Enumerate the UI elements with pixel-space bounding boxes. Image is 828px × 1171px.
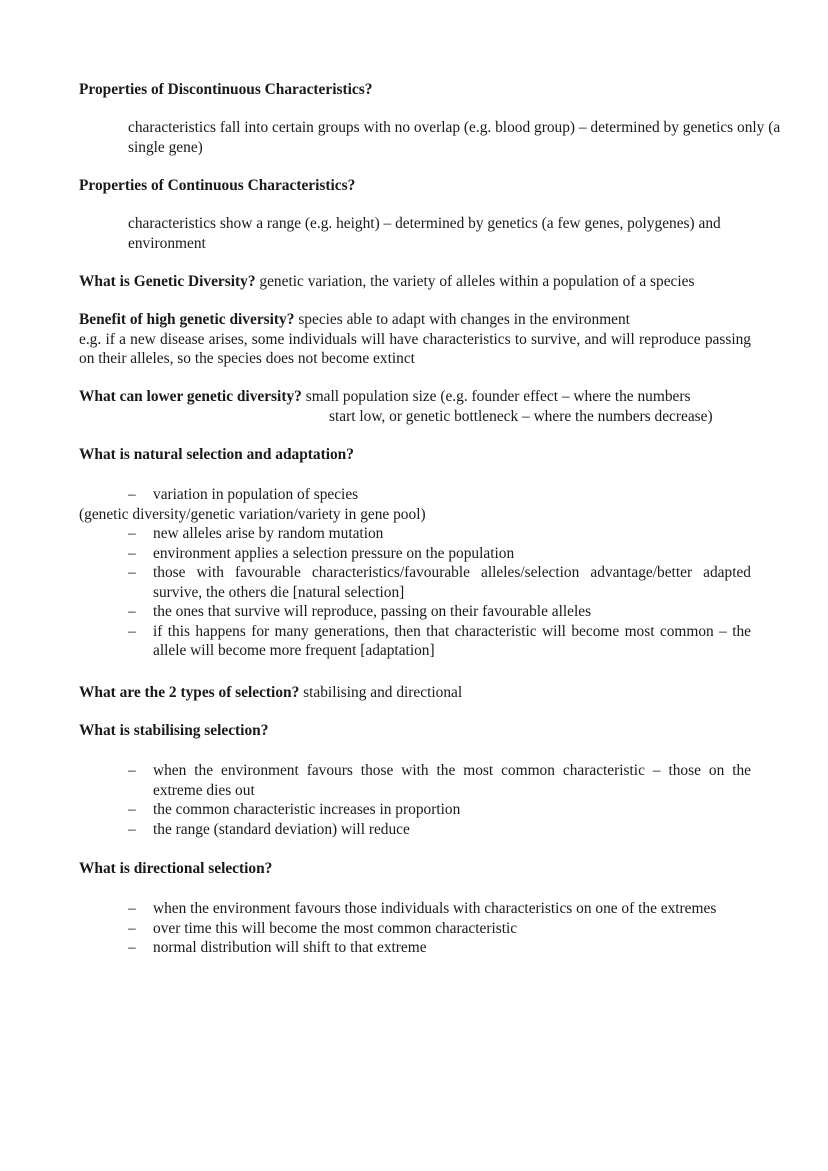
qa-genetic-diversity	[79, 272, 751, 292]
dash-bullet: –	[128, 919, 136, 937]
list-item: – when the environment favours those with the most common characteristic – those on the extreme dies out	[128, 762, 751, 799]
dash-bullet: –	[128, 525, 136, 542]
heading-discontinuous: Properties of Discontinuous Characteristics?	[79, 81, 373, 98]
heading-benefit: Benefit of high genetic diversity?	[79, 311, 295, 328]
heading-directional: What is directional selection?	[79, 860, 273, 877]
heading-stabilising: What is stabilising selection?	[79, 722, 269, 739]
list-item: – if this happens for many generations, then that characteristic will become most common – the allele will become more frequent [adaptation]	[128, 622, 751, 659]
dash-bullet: –	[128, 820, 136, 838]
list-item: – normal distribution will shift to that extreme	[128, 939, 427, 956]
dash-bullet: –	[128, 544, 136, 562]
answer-lower-line2: start low, or genetic bottleneck – where the numbers decrease)	[329, 407, 713, 425]
list-item: – the ones that survive will reproduce, passing on their favourable alleles	[128, 603, 592, 620]
dash-bullet: –	[128, 939, 136, 956]
qa-types-of-selection	[79, 683, 751, 703]
answer-benefit-line1: species able to adapt with changes in the environment	[298, 311, 630, 328]
dash-bullet: –	[128, 486, 136, 503]
list-item: – variation in population of species	[128, 486, 359, 503]
answer-genetic-diversity: genetic variation, the variety of alleles within a population of a species	[259, 273, 695, 290]
dash-bullet: –	[128, 762, 136, 779]
stabilising-list	[79, 761, 751, 839]
list-item: – those with favourable characteristics/favourable alleles/selection advantage/better adapted survive, the others die [natural selection]	[128, 564, 751, 601]
answer-types-of-selection: stabilising and directional	[303, 684, 463, 701]
heading-genetic-diversity: What is Genetic Diversity?	[79, 273, 256, 290]
list-item-continued: (genetic diversity/genetic variation/variety in gene pool)	[79, 505, 426, 523]
heading-lower-diversity: What can lower genetic diversity?	[79, 388, 302, 405]
list-item: – the common characteristic increases in proportion	[128, 801, 461, 818]
dash-bullet: –	[128, 900, 136, 917]
answer-benefit-line2: e.g. if a new disease arises, some individuals will have characteristics to survive, and will reproduce passing on their alleles, so the species does not become extinct	[79, 330, 751, 367]
heading-continuous: Properties of Continuous Characteristics?	[79, 177, 356, 194]
answer-discontinuous: characteristics fall into certain groups with no overlap (e.g. blood group) – determined by genetics only (a single gene)	[128, 119, 781, 156]
heading-natural-selection: What is natural selection and adaptation?	[79, 446, 354, 463]
dash-bullet: –	[128, 622, 136, 640]
qa-lower-diversity	[79, 387, 751, 426]
list-item: – the range (standard deviation) will reduce	[128, 820, 410, 838]
dash-bullet: –	[128, 801, 136, 818]
dash-bullet: –	[128, 603, 136, 620]
list-item: – new alleles arise by random mutation	[128, 525, 384, 542]
list-item: – when the environment favours those individuals with characteristics on one of the extremes	[128, 900, 717, 917]
list-item: – environment applies a selection pressure on the population	[128, 544, 515, 562]
dash-bullet: –	[128, 564, 136, 581]
natural-selection-list	[79, 485, 751, 661]
directional-list	[79, 899, 751, 958]
list-item: – over time this will become the most common characteristic	[128, 919, 518, 937]
heading-types-of-selection: What are the 2 types of selection?	[79, 684, 300, 701]
answer-lower-line1: small population size (e.g. founder effect – where the numbers	[305, 388, 691, 405]
qa-benefit	[79, 310, 751, 369]
answer-continuous: characteristics show a range (e.g. height) – determined by genetics (a few genes, polygenes) and environment	[128, 215, 721, 252]
